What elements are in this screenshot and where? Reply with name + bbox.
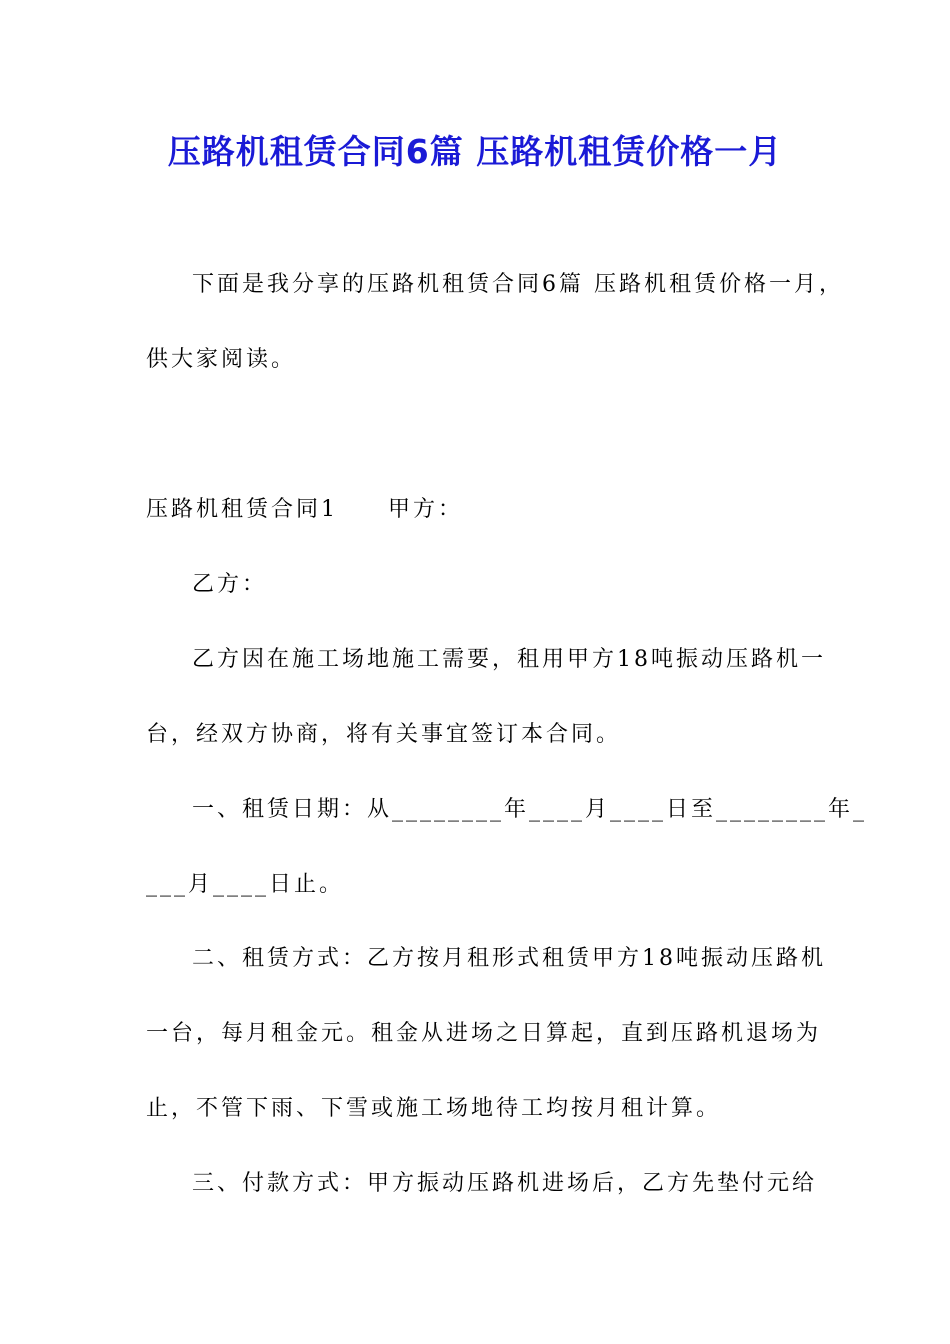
contract-heading-line [146, 496, 463, 524]
clause-2-line: 止，不管下雨、下雪或施工场地待工均按月租计算。 [146, 1096, 722, 1121]
document-title: 压路机租赁合同6篇 压路机租赁价格一月 [167, 132, 783, 171]
clause-2-line: 一台，每月租金元。租金从进场之日算起，直到压路机退场为 [146, 1021, 822, 1046]
clause-1-line: 一、租赁日期：从________年____月____日至________年_ [192, 797, 868, 822]
intro-line-1: 下面是我分享的压路机租赁合同6篇 压路机租赁价格一月， [192, 272, 844, 297]
clause-1-line: ___月____日止。 [146, 872, 345, 897]
party-a-label: 甲方： [388, 497, 464, 522]
intro-line-2: 供大家阅读。 [146, 347, 297, 372]
clause-3-line: 三、付款方式：甲方振动压路机进场后，乙方先垫付元给 [192, 1171, 818, 1196]
paragraph-line: 台，经双方协商，将有关事宜签订本合同。 [146, 722, 622, 747]
paragraph-line: 乙方因在施工场地施工需要，租用甲方18吨振动压路机一 [192, 647, 826, 672]
contract-heading: 压路机租赁合同1 [146, 497, 338, 522]
party-b-label: 乙方： [192, 572, 268, 597]
clause-2-line: 二、租赁方式：乙方按月租形式租赁甲方18吨振动压路机 [192, 946, 826, 971]
